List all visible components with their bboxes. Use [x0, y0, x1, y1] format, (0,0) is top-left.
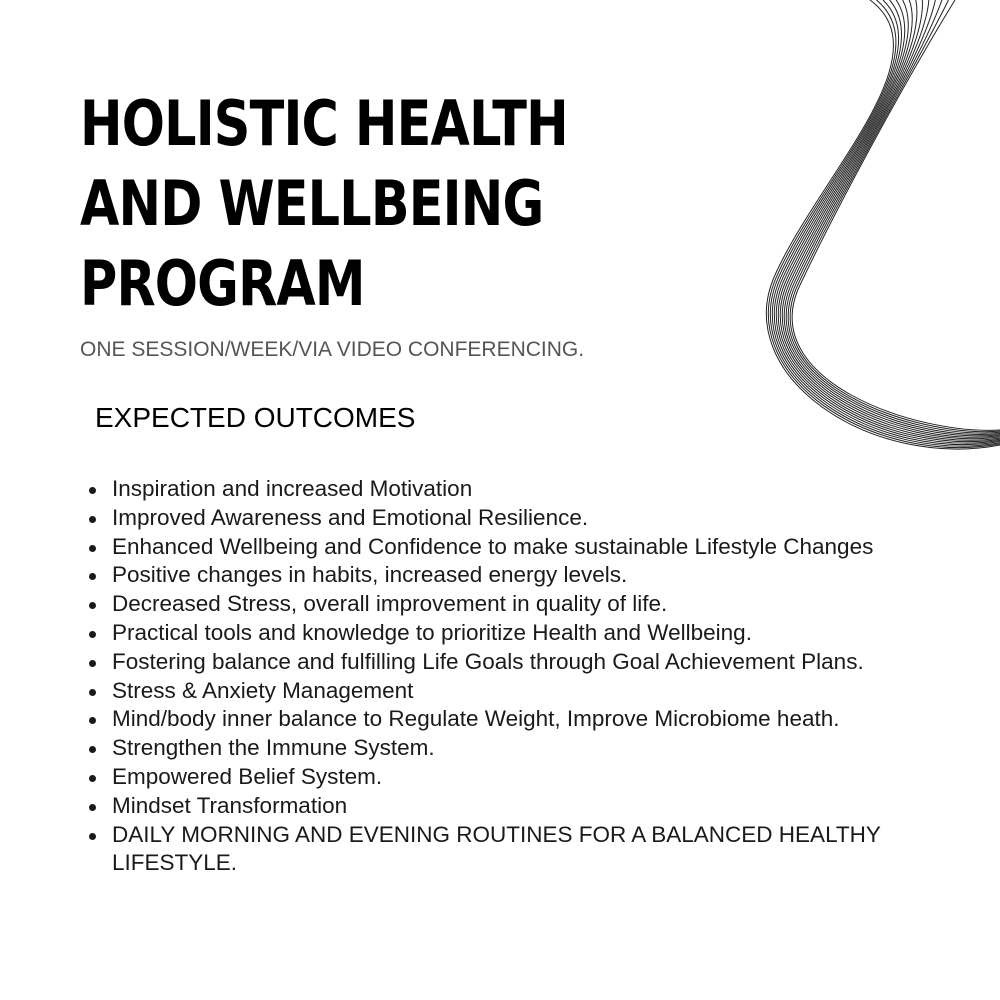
list-item [89, 561, 979, 590]
list-item [89, 677, 979, 706]
bullet-icon [89, 746, 96, 753]
bullet-icon [89, 516, 96, 523]
outcome-text: Empowered Belief System. [112, 763, 383, 789]
expected-outcomes-heading: EXPECTED OUTCOMES [95, 402, 416, 433]
outcome-text: Stress & Anxiety Management [112, 677, 414, 703]
outcome-text: Strengthen the Immune System. [112, 735, 435, 761]
bullet-icon [89, 660, 96, 667]
outcome-text: Positive changes in habits, increased energy levels. [112, 562, 628, 588]
bullet-icon [89, 804, 96, 811]
wave-line [780, 0, 1000, 439]
list-item [89, 590, 979, 619]
bullet-icon [89, 717, 96, 724]
wave-lines-graphic [720, 0, 1000, 500]
list-item [89, 821, 979, 879]
list-item [89, 504, 979, 533]
outcome-text: Improved Awareness and Emotional Resilience. [112, 504, 589, 530]
outcomes-list [89, 475, 979, 878]
list-item [89, 734, 979, 763]
bullet-icon [89, 602, 96, 609]
bullet-icon [89, 775, 96, 782]
session-format-subtitle: ONE SESSION/WEEK/VIA VIDEO CONFERENCING. [80, 338, 585, 361]
list-item [89, 648, 979, 677]
list-item [89, 533, 979, 562]
list-item [89, 705, 979, 734]
program-title-line-1: HOLISTIC HEALTH [80, 87, 568, 160]
outcome-text: Fostering balance and fulfilling Life Goals through Goal Achievement Plans. [112, 648, 864, 674]
bullet-icon [89, 689, 96, 696]
outcome-text: Practical tools and knowledge to prioritize Health and Wellbeing. [112, 619, 752, 645]
program-title-line-3: PROGRAM [80, 247, 365, 320]
outcome-text: Mind/body inner balance to Regulate Weight, Improve Microbiome heath. [112, 706, 840, 732]
list-item [89, 792, 979, 821]
outcome-text: Decreased Stress, overall improvement in quality of life. [112, 591, 668, 617]
bullet-icon [89, 631, 96, 638]
list-item [89, 475, 979, 504]
list-item [89, 619, 979, 648]
outcome-text: Inspiration and increased Motivation [112, 476, 473, 501]
list-item [89, 763, 979, 792]
bullet-icon [89, 573, 96, 580]
program-title-line-2: AND WELLBEING [80, 167, 544, 240]
program-title [80, 84, 568, 324]
bullet-icon [89, 545, 96, 552]
outcome-text: Enhanced Wellbeing and Confidence to make sustainable Lifestyle Changes [112, 533, 874, 559]
bullet-icon [89, 833, 96, 840]
bullet-icon [89, 487, 96, 494]
outcome-text: DAILY MORNING AND EVENING ROUTINES FOR A BALANCED HEALTHY LIFESTYLE. [112, 821, 881, 876]
outcome-text: Mindset Transformation [112, 792, 348, 818]
